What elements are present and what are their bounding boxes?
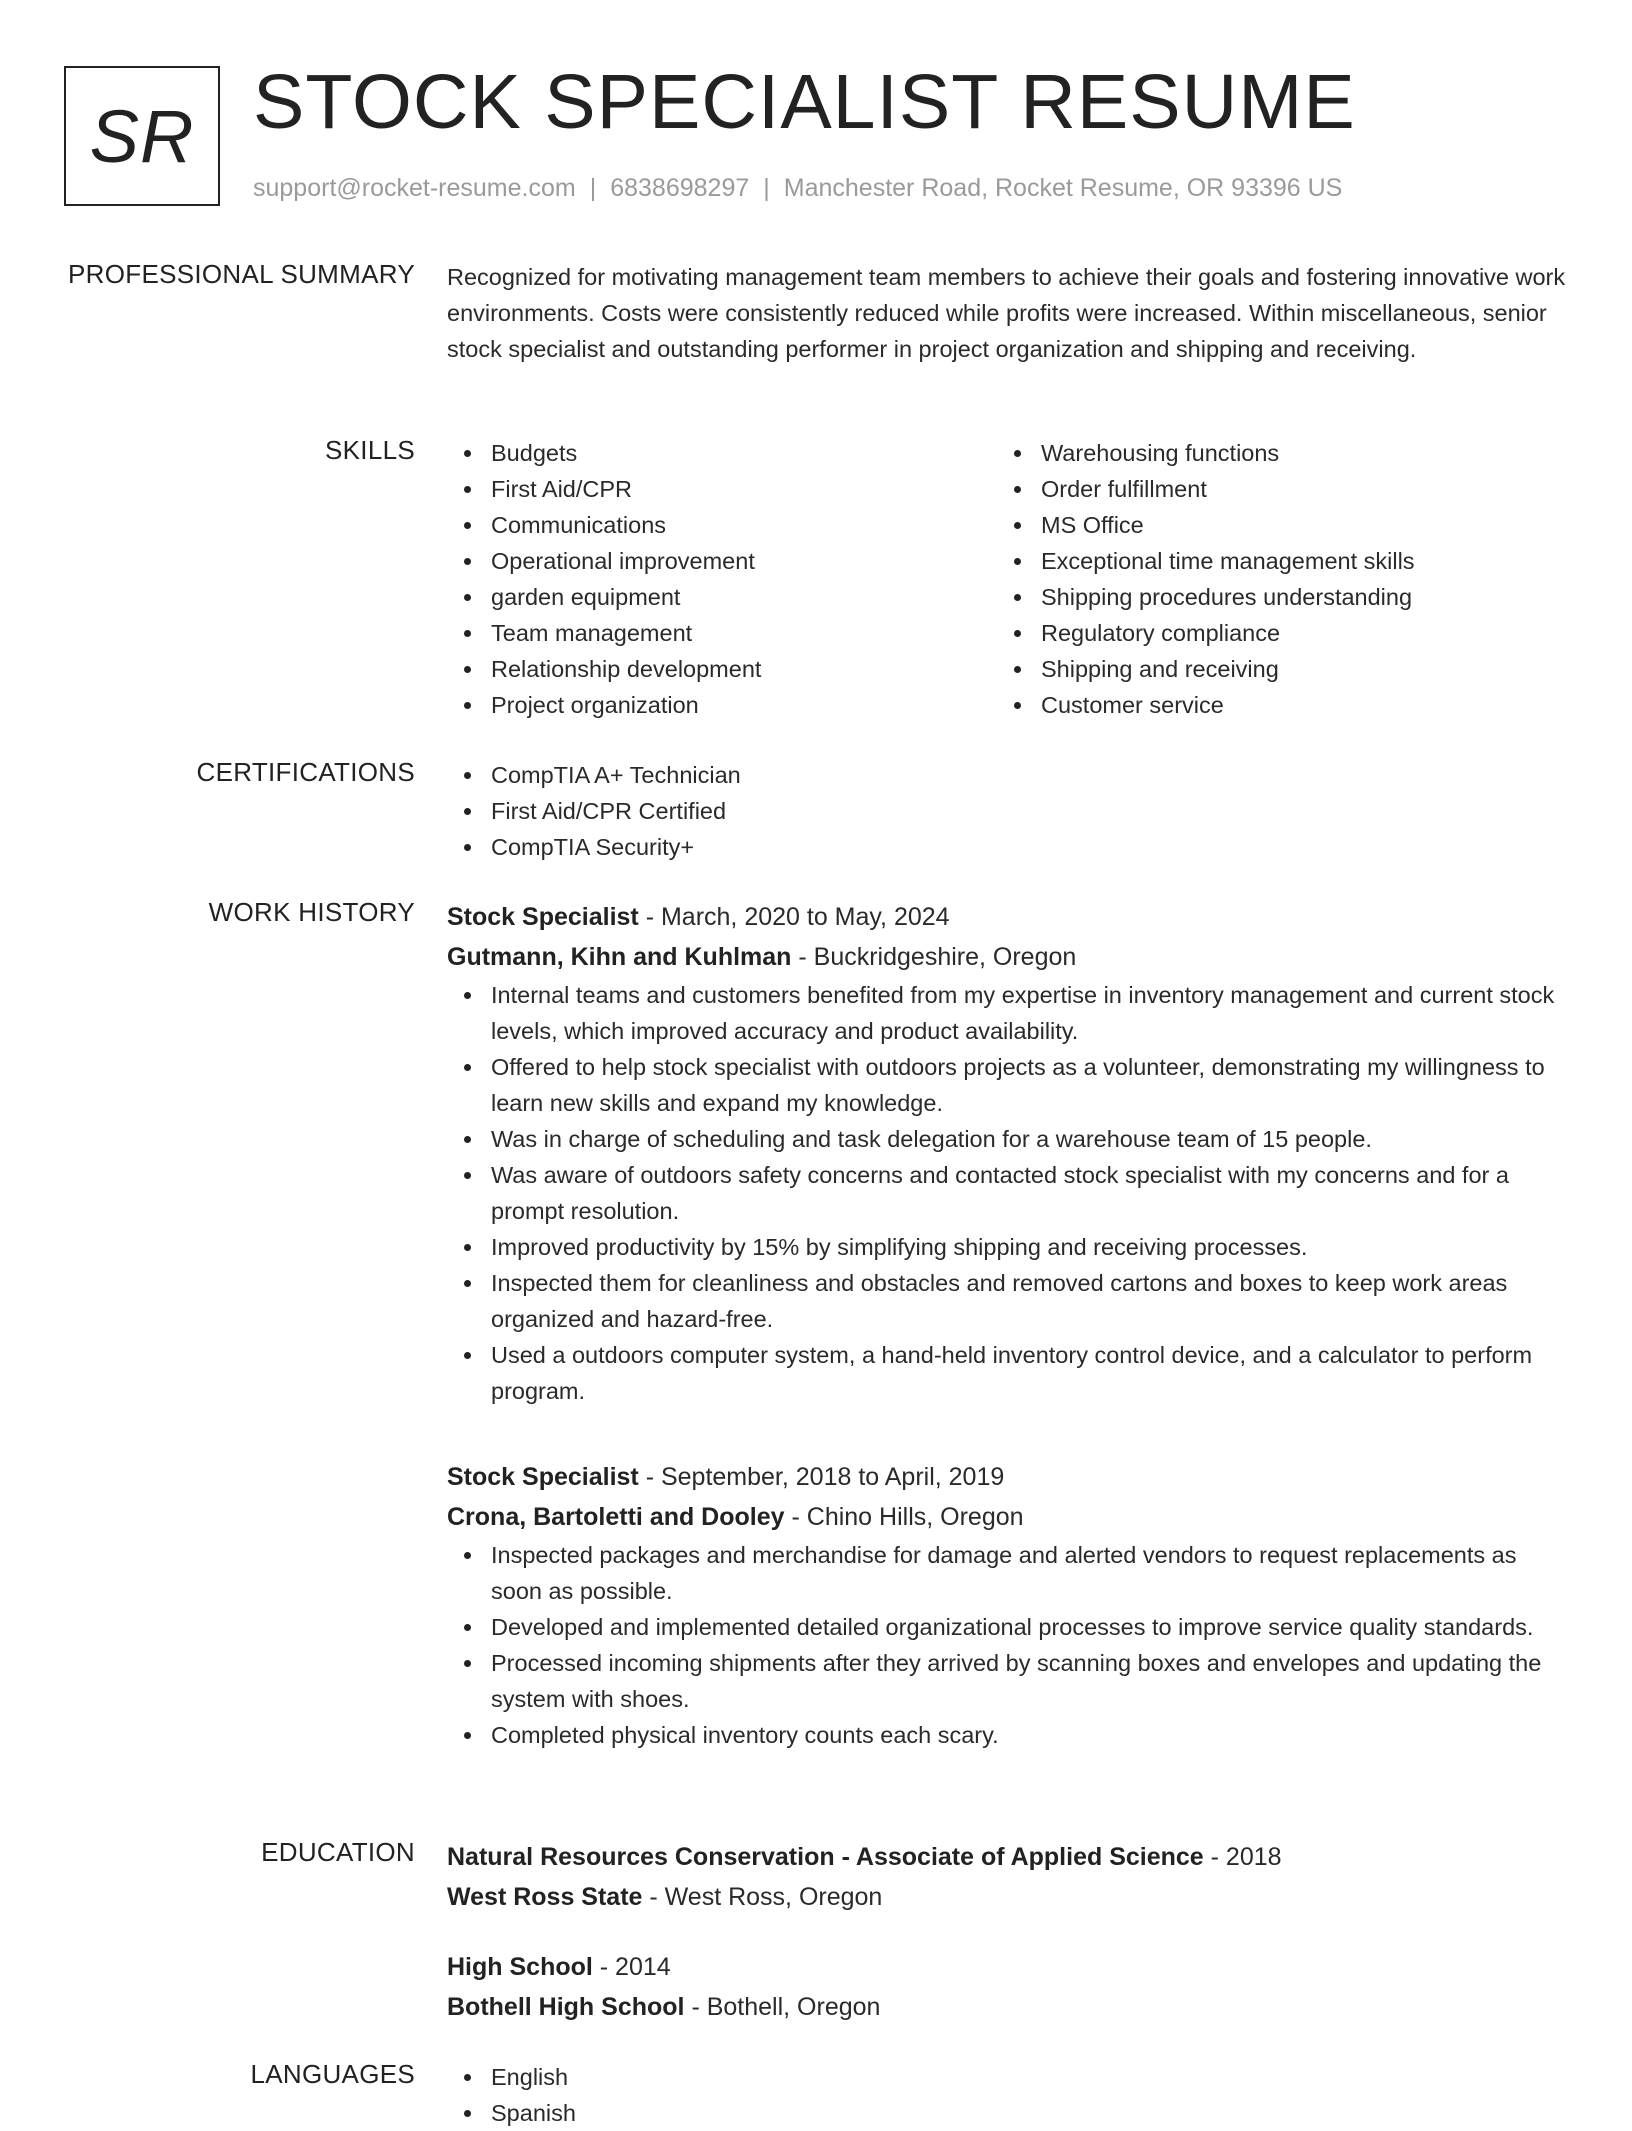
list-item: Processed incoming shipments after they arrived by scanning boxes and envelopes and updating the system with shoes. bbox=[491, 1645, 1572, 1717]
job-bullets bbox=[447, 977, 1572, 1409]
list-item: Operational improvement bbox=[491, 543, 997, 579]
list-item: Used a outdoors computer system, a hand-held inventory control device, and a calculator to perform program. bbox=[491, 1337, 1572, 1409]
page-title: STOCK SPECIALIST RESUME bbox=[253, 59, 1356, 145]
list-item: Project organization bbox=[491, 687, 997, 723]
contact-address: Manchester Road, Rocket Resume, OR 93396 US bbox=[783, 174, 1343, 202]
skills-list-right bbox=[997, 435, 1547, 723]
job-location: - Buckridgeshire, Oregon bbox=[791, 943, 1077, 971]
summary-label: PROFESSIONAL SUMMARY bbox=[68, 259, 415, 289]
list-item: Shipping and receiving bbox=[1041, 651, 1547, 687]
skills-column-left bbox=[447, 435, 997, 723]
job-dates: - September, 2018 to April, 2019 bbox=[638, 1463, 1005, 1491]
education-entry bbox=[447, 1947, 1572, 2027]
education-entry bbox=[447, 1837, 1572, 1917]
job-company: Gutmann, Kihn and Kuhlman bbox=[447, 943, 792, 971]
list-item: First Aid/CPR bbox=[491, 471, 997, 507]
education-location: - West Ross, Oregon bbox=[642, 1883, 883, 1911]
education-degree-line bbox=[447, 1947, 1572, 1987]
skills-list-left bbox=[447, 435, 997, 723]
list-item: Inspected them for cleanliness and obstacles and removed cartons and boxes to keep work areas organized and hazard-free. bbox=[491, 1265, 1572, 1337]
list-item: English bbox=[491, 2059, 1572, 2095]
list-item: Inspected packages and merchandise for damage and alerted vendors to request replacements as soon as possible. bbox=[491, 1537, 1572, 1609]
job-entry bbox=[447, 897, 1572, 1409]
education-degree: High School bbox=[447, 1953, 593, 1981]
job-location: - Chino Hills, Oregon bbox=[784, 1503, 1024, 1531]
list-item: Offered to help stock specialist with outdoors projects as a volunteer, demonstrating my willingness to learn new skills and expand my knowledge. bbox=[491, 1049, 1572, 1121]
list-item: Completed physical inventory counts each scary. bbox=[491, 1717, 1572, 1753]
list-item: Order fulfillment bbox=[1041, 471, 1547, 507]
list-item: MS Office bbox=[1041, 507, 1547, 543]
list-item: Customer service bbox=[1041, 687, 1547, 723]
list-item: Relationship development bbox=[491, 651, 997, 687]
list-item: CompTIA Security+ bbox=[491, 829, 1572, 865]
job-entry bbox=[447, 1457, 1572, 1753]
list-item: Team management bbox=[491, 615, 997, 651]
contact-email: support@rocket-resume.com bbox=[253, 174, 576, 202]
list-item: Improved productivity by 15% by simplifying shipping and receiving processes. bbox=[491, 1229, 1572, 1265]
contact-separator: | bbox=[589, 174, 597, 202]
list-item: garden equipment bbox=[491, 579, 997, 615]
list-item: Internal teams and customers benefited from my expertise in inventory management and current stock levels, which improved accuracy and product availability. bbox=[491, 977, 1572, 1049]
education-school-line bbox=[447, 1987, 1572, 2027]
list-item: CompTIA A+ Technician bbox=[491, 757, 1572, 793]
education-school: Bothell High School bbox=[447, 1993, 685, 2021]
job-bullets bbox=[447, 1537, 1572, 1753]
certifications-list bbox=[447, 757, 1572, 865]
contact-phone: 6838698297 bbox=[610, 174, 750, 202]
education-label: EDUCATION bbox=[261, 1837, 415, 1867]
job-dates: - March, 2020 to May, 2024 bbox=[638, 903, 950, 931]
job-company-line bbox=[447, 937, 1572, 977]
summary-body bbox=[447, 259, 1572, 367]
education-degree-line bbox=[447, 1837, 1572, 1877]
list-item: Was in charge of scheduling and task delegation for a warehouse team of 15 people. bbox=[491, 1121, 1572, 1157]
list-item: Exceptional time management skills bbox=[1041, 543, 1547, 579]
list-item: Budgets bbox=[491, 435, 997, 471]
job-title: Stock Specialist bbox=[447, 1463, 639, 1491]
education-school-line bbox=[447, 1877, 1572, 1917]
languages-body bbox=[447, 2059, 1572, 2131]
list-item: Warehousing functions bbox=[1041, 435, 1547, 471]
languages-label: LANGUAGES bbox=[250, 2059, 415, 2089]
job-company: Crona, Bartoletti and Dooley bbox=[447, 1503, 785, 1531]
skills-label: SKILLS bbox=[325, 435, 415, 465]
skills-column-right bbox=[997, 435, 1547, 723]
list-item: Was aware of outdoors safety concerns and contacted stock specialist with my concerns and for a prompt resolution. bbox=[491, 1157, 1572, 1229]
certifications-label: CERTIFICATIONS bbox=[196, 757, 415, 787]
education-location: - Bothell, Oregon bbox=[684, 1993, 881, 2021]
summary-text: Recognized for motivating management team members to achieve their goals and fostering innovative work environments. Costs were consistently reduced while profits were increased. Within miscellaneous, senior stock specialist and outstanding performer in project organization and shipping and receiving. bbox=[447, 264, 1566, 362]
monogram-badge: SR bbox=[64, 66, 220, 206]
job-title: Stock Specialist bbox=[447, 903, 639, 931]
list-item: Shipping procedures understanding bbox=[1041, 579, 1547, 615]
job-title-line bbox=[447, 897, 1572, 937]
certifications-body bbox=[447, 757, 1572, 865]
education-year: - 2014 bbox=[592, 1953, 671, 1981]
list-item: Regulatory compliance bbox=[1041, 615, 1547, 651]
list-item: Communications bbox=[491, 507, 997, 543]
work-history-label: WORK HISTORY bbox=[208, 897, 415, 927]
job-company-line bbox=[447, 1497, 1572, 1537]
list-item: Developed and implemented detailed organizational processes to improve service quality standards. bbox=[491, 1609, 1572, 1645]
job-title-line bbox=[447, 1457, 1572, 1497]
languages-list bbox=[447, 2059, 1572, 2131]
contact-line bbox=[253, 174, 1342, 203]
list-item: First Aid/CPR Certified bbox=[491, 793, 1572, 829]
contact-separator: | bbox=[763, 174, 770, 202]
education-year: - 2018 bbox=[1203, 1843, 1282, 1871]
skills-body bbox=[447, 435, 1572, 723]
education-school: West Ross State bbox=[447, 1883, 643, 1911]
education-degree: Natural Resources Conservation - Associate of Applied Science bbox=[447, 1843, 1204, 1871]
list-item: Spanish bbox=[491, 2095, 1572, 2131]
